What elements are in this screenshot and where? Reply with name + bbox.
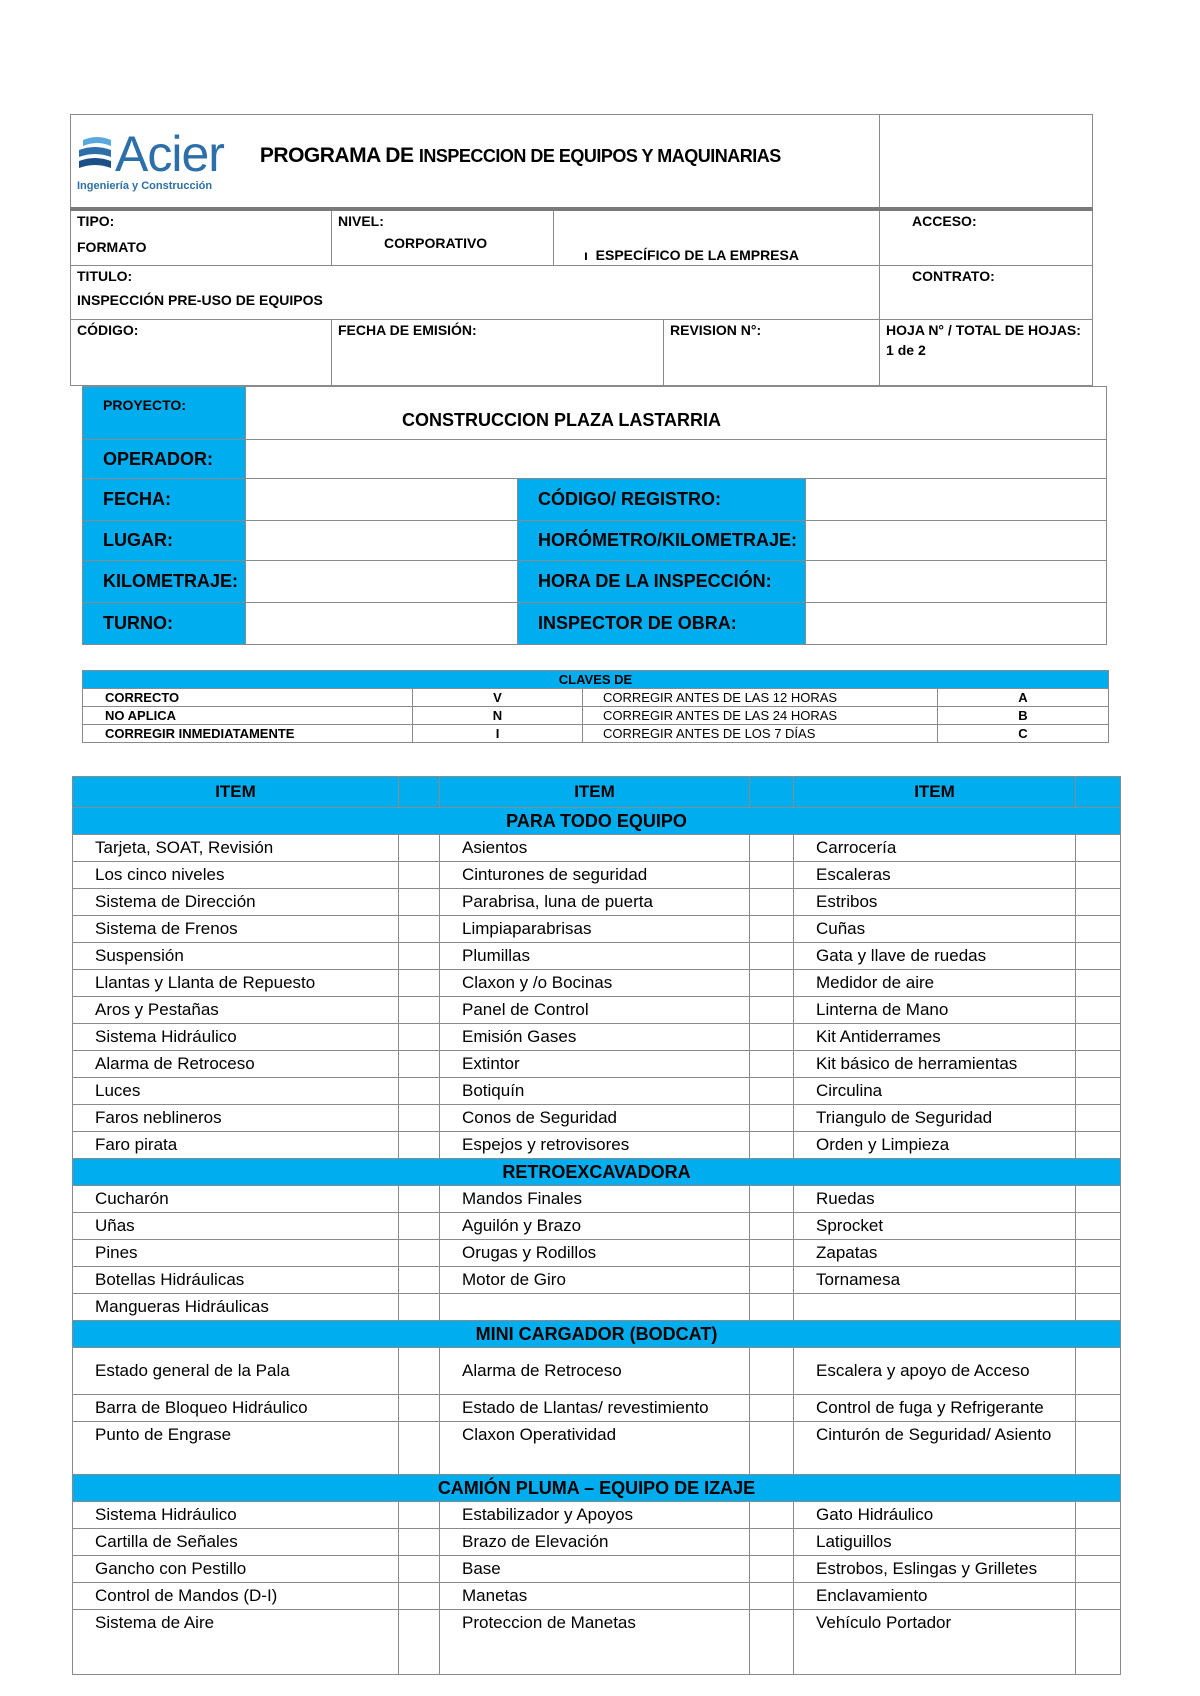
- item-label: Orugas y Rodillos: [440, 1240, 750, 1267]
- item-check-cell[interactable]: [399, 1610, 440, 1675]
- proyecto-value: CONSTRUCCION PLAZA LASTARRIA: [246, 387, 1107, 440]
- item-label: Gato Hidráulico: [794, 1502, 1076, 1529]
- item-check-cell[interactable]: [1076, 1610, 1121, 1675]
- table-row: [73, 1132, 1121, 1159]
- item-check-cell[interactable]: [399, 1348, 440, 1395]
- item-check-cell[interactable]: [750, 889, 794, 916]
- item-check-cell[interactable]: [399, 1502, 440, 1529]
- table-row: [73, 1078, 1121, 1105]
- tipo-cell: TIPO: FORMATO: [71, 209, 332, 266]
- codigo-registro-label: CÓDIGO/ REGISTRO:: [518, 479, 806, 521]
- section-title: MINI CARGADOR (BODCAT): [73, 1321, 1121, 1348]
- key-action-code: B: [938, 707, 1109, 725]
- table-row: [73, 1556, 1121, 1583]
- item-check-cell[interactable]: [1076, 1051, 1121, 1078]
- item-check-cell[interactable]: [399, 1422, 440, 1475]
- item-label: Sistema de Aire: [73, 1610, 399, 1675]
- table-row: [73, 1348, 1121, 1395]
- key-action-code: A: [938, 689, 1109, 707]
- item-check-cell[interactable]: [750, 862, 794, 889]
- item-check-cell[interactable]: [1076, 1348, 1121, 1395]
- fecha-input[interactable]: [246, 479, 518, 521]
- item-check-cell[interactable]: [399, 835, 440, 862]
- item-check-cell[interactable]: [1076, 1213, 1121, 1240]
- item-label: Estrobos, Eslingas y Grilletes: [794, 1556, 1076, 1583]
- item-check-cell[interactable]: [1076, 889, 1121, 916]
- section-title: PARA TODO EQUIPO: [73, 808, 1121, 835]
- hoja-cell: HOJA N° / TOTAL DE HOJAS: 1 de 2: [880, 320, 1093, 386]
- item-check-cell[interactable]: [1076, 916, 1121, 943]
- table-row: [73, 1186, 1121, 1213]
- item-check-cell[interactable]: [750, 1502, 794, 1529]
- check-column-header: [750, 777, 794, 808]
- item-label: Aguilón y Brazo: [440, 1213, 750, 1240]
- item-check-cell[interactable]: [750, 1213, 794, 1240]
- item-check-cell[interactable]: [399, 1529, 440, 1556]
- item-check-cell[interactable]: [399, 1240, 440, 1267]
- items-checklist: [72, 776, 1120, 1675]
- item-label: Medidor de aire: [794, 970, 1076, 997]
- horometro-label: HORÓMETRO/KILOMETRAJE:: [518, 521, 806, 561]
- key-code: N: [413, 707, 583, 725]
- item-label: Alarma de Retroceso: [73, 1051, 399, 1078]
- item-label: Emisión Gases: [440, 1024, 750, 1051]
- table-row: [73, 889, 1121, 916]
- item-check-cell[interactable]: [399, 1024, 440, 1051]
- item-check-cell[interactable]: [750, 1132, 794, 1159]
- item-check-cell[interactable]: [1076, 970, 1121, 997]
- item-label: Escaleras: [794, 862, 1076, 889]
- kilometraje-label: KILOMETRAJE:: [83, 561, 246, 603]
- item-label: Motor de Giro: [440, 1267, 750, 1294]
- lugar-input[interactable]: [246, 521, 518, 561]
- item-check-cell[interactable]: [1076, 1267, 1121, 1294]
- nivel-cell: NIVEL: CORPORATIVO: [332, 209, 554, 266]
- item-check-cell[interactable]: [750, 1267, 794, 1294]
- fecha-label: FECHA:: [83, 479, 246, 521]
- item-label: Control de fuga y Refrigerante: [794, 1395, 1076, 1422]
- item-column-title: ITEM: [440, 777, 750, 808]
- item-check-cell[interactable]: [750, 1529, 794, 1556]
- item-label: Punto de Engrase: [73, 1422, 399, 1475]
- item-check-cell[interactable]: [1076, 1105, 1121, 1132]
- items-column-header: [73, 777, 1121, 808]
- project-info-block: [82, 386, 1106, 645]
- table-row: [73, 970, 1121, 997]
- item-label: Cinturones de seguridad: [440, 862, 750, 889]
- section-header-mini: [73, 1321, 1121, 1348]
- table-row: [73, 1529, 1121, 1556]
- item-label: Tornamesa: [794, 1267, 1076, 1294]
- item-check-cell[interactable]: [750, 1240, 794, 1267]
- item-label: Claxon y /o Bocinas: [440, 970, 750, 997]
- item-label: Sistema de Frenos: [73, 916, 399, 943]
- item-check-cell[interactable]: [750, 943, 794, 970]
- key-code: V: [413, 689, 583, 707]
- section-header-camion: [73, 1475, 1121, 1502]
- item-label: Kit Antiderrames: [794, 1024, 1076, 1051]
- item-label: Botiquín: [440, 1078, 750, 1105]
- item-check-cell[interactable]: [1076, 1024, 1121, 1051]
- item-label: Pines: [73, 1240, 399, 1267]
- item-label: Plumillas: [440, 943, 750, 970]
- item-check-cell[interactable]: [1076, 1583, 1121, 1610]
- table-row: [73, 1294, 1121, 1321]
- key-action-code: C: [938, 725, 1109, 743]
- item-label: Manetas: [440, 1583, 750, 1610]
- document-title: PROGRAMA DE INSPECCION DE EQUIPOS Y MAQUINARIAS: [259, 144, 781, 167]
- item-label: Estado de Llantas/ revestimiento: [440, 1395, 750, 1422]
- item-label: Barra de Bloqueo Hidráulico: [73, 1395, 399, 1422]
- item-check-cell[interactable]: [750, 1348, 794, 1395]
- item-check-cell[interactable]: [399, 1294, 440, 1321]
- key-name: CORREGIR INMEDIATAMENTE: [83, 725, 413, 743]
- item-label: Brazo de Elevación: [440, 1529, 750, 1556]
- hora-inspeccion-input[interactable]: [806, 561, 1107, 603]
- titulo-cell: TITULO: INSPECCIÓN PRE-USO DE EQUIPOS: [71, 266, 880, 320]
- item-label: Carrocería: [794, 835, 1076, 862]
- item-check-cell[interactable]: [399, 862, 440, 889]
- company-logo: Acier Ingeniería y Construcción: [77, 126, 224, 192]
- item-check-cell[interactable]: [1076, 1395, 1121, 1422]
- fecha-emision-cell: FECHA DE EMISIÓN:: [332, 320, 664, 386]
- item-label: Los cinco niveles: [73, 862, 399, 889]
- especifico-cell: ı ESPECÍFICO DE LA EMPRESA: [554, 209, 880, 266]
- item-check-cell[interactable]: [399, 1556, 440, 1583]
- table-row: [73, 997, 1121, 1024]
- table-row: [73, 862, 1121, 889]
- item-label: Latiguillos: [794, 1529, 1076, 1556]
- key-code: I: [413, 725, 583, 743]
- item-label: Mandos Finales: [440, 1186, 750, 1213]
- key-action: CORREGIR ANTES DE LOS 7 DÍAS: [583, 725, 938, 743]
- table-row: [73, 1240, 1121, 1267]
- item-check-cell[interactable]: [1076, 1422, 1121, 1475]
- item-label: Circulina: [794, 1078, 1076, 1105]
- item-label: Extintor: [440, 1051, 750, 1078]
- item-check-cell[interactable]: [1076, 835, 1121, 862]
- acceso-cell: ACCESO:: [880, 209, 1093, 266]
- section-header-retro: [73, 1159, 1121, 1186]
- item-check-cell[interactable]: [750, 970, 794, 997]
- item-check-cell[interactable]: [750, 997, 794, 1024]
- item-label: Zapatas: [794, 1240, 1076, 1267]
- key-name: CORRECTO: [83, 689, 413, 707]
- kilometraje-input[interactable]: [246, 561, 518, 603]
- item-check-cell[interactable]: [399, 1078, 440, 1105]
- item-check-cell[interactable]: [750, 1024, 794, 1051]
- item-label: Sistema Hidráulico: [73, 1502, 399, 1529]
- item-column-title: ITEM: [73, 777, 399, 808]
- item-label: Enclavamiento: [794, 1583, 1076, 1610]
- key-action: CORREGIR ANTES DE LAS 12 HORAS: [583, 689, 938, 707]
- item-label: Limpiaparabrisas: [440, 916, 750, 943]
- table-row: [73, 1024, 1121, 1051]
- item-label: [794, 1294, 1076, 1321]
- item-label: Gancho con Pestillo: [73, 1556, 399, 1583]
- item-check-cell[interactable]: [399, 889, 440, 916]
- item-label: Escalera y apoyo de Acceso: [794, 1348, 1076, 1395]
- item-label: Panel de Control: [440, 997, 750, 1024]
- item-check-cell[interactable]: [750, 1422, 794, 1475]
- item-check-cell[interactable]: [1076, 1240, 1121, 1267]
- item-label: Suspensión: [73, 943, 399, 970]
- section-title: RETROEXCAVADORA: [73, 1159, 1121, 1186]
- item-check-cell[interactable]: [750, 1583, 794, 1610]
- item-label: Sprocket: [794, 1213, 1076, 1240]
- table-row: [73, 1422, 1121, 1475]
- item-label: Kit básico de herramientas: [794, 1051, 1076, 1078]
- item-column-title: ITEM: [794, 777, 1076, 808]
- item-label: Linterna de Mano: [794, 997, 1076, 1024]
- item-check-cell[interactable]: [399, 970, 440, 997]
- table-row: [73, 1583, 1121, 1610]
- logo-waves-icon: [77, 134, 115, 174]
- item-label: Vehículo Portador: [794, 1610, 1076, 1675]
- item-label: Claxon Operatividad: [440, 1422, 750, 1475]
- proyecto-label: PROYECTO:: [83, 387, 246, 440]
- horometro-input[interactable]: [806, 521, 1107, 561]
- key-name: NO APLICA: [83, 707, 413, 725]
- item-check-cell[interactable]: [399, 1132, 440, 1159]
- item-label: Faro pirata: [73, 1132, 399, 1159]
- item-check-cell[interactable]: [750, 835, 794, 862]
- item-check-cell[interactable]: [750, 1078, 794, 1105]
- document-header: [70, 114, 1092, 384]
- item-label: Cinturón de Seguridad/ Asiento: [794, 1422, 1076, 1475]
- item-label: Luces: [73, 1078, 399, 1105]
- table-row: [73, 1502, 1121, 1529]
- keys-title: CLAVES DE: [83, 671, 1109, 689]
- item-label: Llantas y Llanta de Repuesto: [73, 970, 399, 997]
- item-check-cell[interactable]: [750, 1556, 794, 1583]
- item-label: Estabilizador y Apoyos: [440, 1502, 750, 1529]
- item-label: Orden y Limpieza: [794, 1132, 1076, 1159]
- item-check-cell[interactable]: [399, 1213, 440, 1240]
- section-header-todo: [73, 808, 1121, 835]
- item-label: [440, 1294, 750, 1321]
- table-row: [73, 1267, 1121, 1294]
- item-label: Mangueras Hidráulicas: [73, 1294, 399, 1321]
- item-label: Asientos: [440, 835, 750, 862]
- item-check-cell[interactable]: [750, 1294, 794, 1321]
- table-row: [73, 1395, 1121, 1422]
- item-check-cell[interactable]: [1076, 862, 1121, 889]
- item-label: Faros neblineros: [73, 1105, 399, 1132]
- item-check-cell[interactable]: [750, 916, 794, 943]
- item-check-cell[interactable]: [399, 1051, 440, 1078]
- table-row: [73, 835, 1121, 862]
- item-label: Proteccion de Manetas: [440, 1610, 750, 1675]
- item-label: Tarjeta, SOAT, Revisión: [73, 835, 399, 862]
- item-check-cell[interactable]: [399, 1267, 440, 1294]
- item-check-cell[interactable]: [1076, 1186, 1121, 1213]
- key-action: CORREGIR ANTES DE LAS 24 HORAS: [583, 707, 938, 725]
- item-check-cell[interactable]: [750, 1105, 794, 1132]
- item-check-cell[interactable]: [750, 1395, 794, 1422]
- hora-inspeccion-label: HORA DE LA INSPECCIÓN:: [518, 561, 806, 603]
- item-check-cell[interactable]: [1076, 943, 1121, 970]
- item-check-cell[interactable]: [1076, 1294, 1121, 1321]
- header-blank-cell: [880, 115, 1093, 210]
- item-label: Sistema Hidráulico: [73, 1024, 399, 1051]
- item-check-cell[interactable]: [399, 943, 440, 970]
- section-title: CAMIÓN PLUMA – EQUIPO DE IZAJE: [73, 1475, 1121, 1502]
- item-check-cell[interactable]: [399, 1186, 440, 1213]
- item-check-cell[interactable]: [399, 997, 440, 1024]
- item-check-cell[interactable]: [1076, 997, 1121, 1024]
- item-check-cell[interactable]: [1076, 1078, 1121, 1105]
- key-row: [83, 707, 1109, 725]
- contrato-cell: CONTRATO:: [880, 266, 1093, 320]
- inspector-label: INSPECTOR DE OBRA:: [518, 603, 806, 645]
- item-check-cell[interactable]: [1076, 1529, 1121, 1556]
- check-column-header: [1076, 777, 1121, 808]
- item-label: Conos de Seguridad: [440, 1105, 750, 1132]
- item-check-cell[interactable]: [399, 1583, 440, 1610]
- item-label: Cuñas: [794, 916, 1076, 943]
- item-check-cell[interactable]: [1076, 1502, 1121, 1529]
- item-label: Alarma de Retroceso: [440, 1348, 750, 1395]
- item-label: Cartilla de Señales: [73, 1529, 399, 1556]
- item-label: Control de Mandos (D-I): [73, 1583, 399, 1610]
- table-row: [73, 1213, 1121, 1240]
- key-row: [83, 725, 1109, 743]
- item-check-cell[interactable]: [750, 1051, 794, 1078]
- item-label: Ruedas: [794, 1186, 1076, 1213]
- turno-input[interactable]: [246, 603, 518, 645]
- item-label: Espejos y retrovisores: [440, 1132, 750, 1159]
- item-check-cell[interactable]: [399, 916, 440, 943]
- item-label: Parabrisa, luna de puerta: [440, 889, 750, 916]
- item-check-cell[interactable]: [399, 1395, 440, 1422]
- operador-label: OPERADOR:: [83, 440, 246, 479]
- item-check-cell[interactable]: [1076, 1132, 1121, 1159]
- item-check-cell[interactable]: [750, 1610, 794, 1675]
- keys-legend: [82, 670, 1108, 743]
- revision-cell: REVISION N°:: [664, 320, 880, 386]
- item-label: Cucharón: [73, 1186, 399, 1213]
- table-row: [73, 1610, 1121, 1675]
- item-label: Base: [440, 1556, 750, 1583]
- operador-input[interactable]: [246, 440, 1107, 479]
- inspector-input[interactable]: [806, 603, 1107, 645]
- table-row: [73, 1051, 1121, 1078]
- codigo-cell: CÓDIGO:: [71, 320, 332, 386]
- table-row: [73, 916, 1121, 943]
- item-label: Botellas Hidráulicas: [73, 1267, 399, 1294]
- item-label: Triangulo de Seguridad: [794, 1105, 1076, 1132]
- table-row: [73, 943, 1121, 970]
- table-row: [73, 1105, 1121, 1132]
- item-label: Estribos: [794, 889, 1076, 916]
- codigo-registro-input[interactable]: [806, 479, 1107, 521]
- item-label: Aros y Pestañas: [73, 997, 399, 1024]
- item-check-cell[interactable]: [1076, 1556, 1121, 1583]
- item-label: Gata y llave de ruedas: [794, 943, 1076, 970]
- turno-label: TURNO:: [83, 603, 246, 645]
- item-check-cell[interactable]: [399, 1105, 440, 1132]
- key-row: [83, 689, 1109, 707]
- lugar-label: LUGAR:: [83, 521, 246, 561]
- item-label: Sistema de Dirección: [73, 889, 399, 916]
- item-label: Estado general de la Pala: [73, 1348, 399, 1395]
- item-label: Uñas: [73, 1213, 399, 1240]
- check-column-header: [399, 777, 440, 808]
- item-check-cell[interactable]: [750, 1186, 794, 1213]
